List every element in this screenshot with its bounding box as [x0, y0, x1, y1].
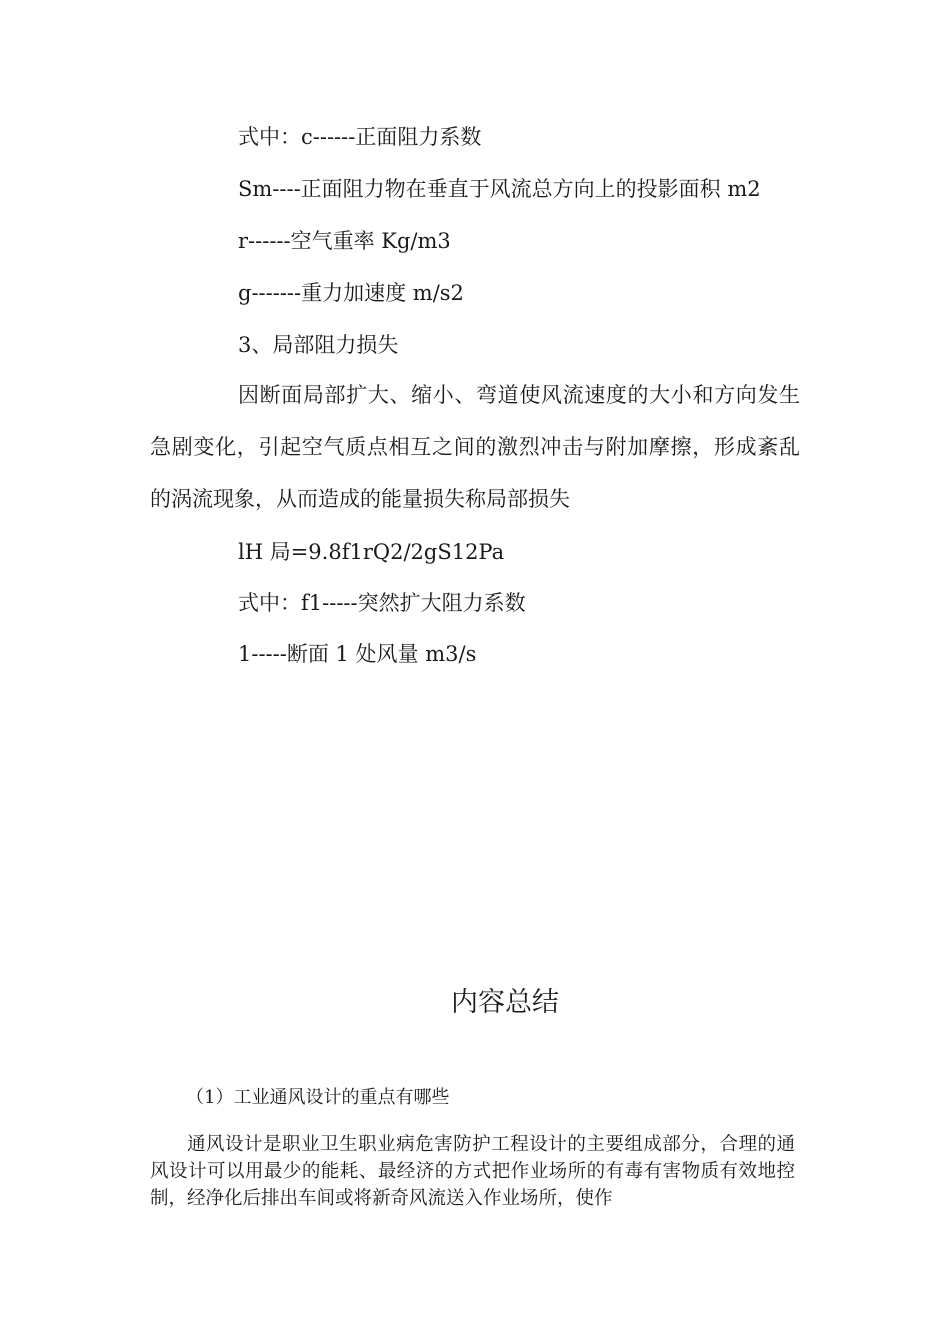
local-loss-paragraph: 因断面局部扩大、缩小、弯道使风流速度的大小和方向发生急剧变化，引起空气质点相互之间的激烈冲击与附加摩擦，形成紊乱的涡流现象，从而造成的能量损失称局部损失: [150, 383, 800, 511]
formula-note-r: r------空气重率 Kg/m3: [238, 229, 451, 253]
formula-note-g: g-------重力加速度 m/s2: [238, 281, 464, 305]
formula-note-q1: 1-----断面 1 处风量 m3/s: [238, 642, 477, 666]
section-heading-local-loss: 3、局部阻力损失: [238, 333, 399, 357]
formula-note-f1: 式中：f1-----突然扩大阻力系数: [238, 591, 526, 615]
summary-paragraph: 通风设计是职业卫生职业病危害防护工程设计的主要组成部分，合理的通风设计可以用最少的能耗、最经济的方式把作业场所的有毒有害物质有效地控制，经净化后排出车间或将新奇风流送入作业场所，使作: [150, 1134, 795, 1209]
summary-subheading: （1）工业通风设计的重点有哪些: [186, 1087, 450, 1108]
formula-note-c: 式中：c------正面阻力系数: [238, 125, 482, 149]
formula-local-loss: lH 局=9.8f1rQ2/2gS12Pa: [238, 540, 505, 564]
summary-title: 内容总结: [451, 987, 559, 1018]
formula-note-sm: Sm----正面阻力物在垂直于风流总方向上的投影面积 m2: [238, 177, 761, 201]
